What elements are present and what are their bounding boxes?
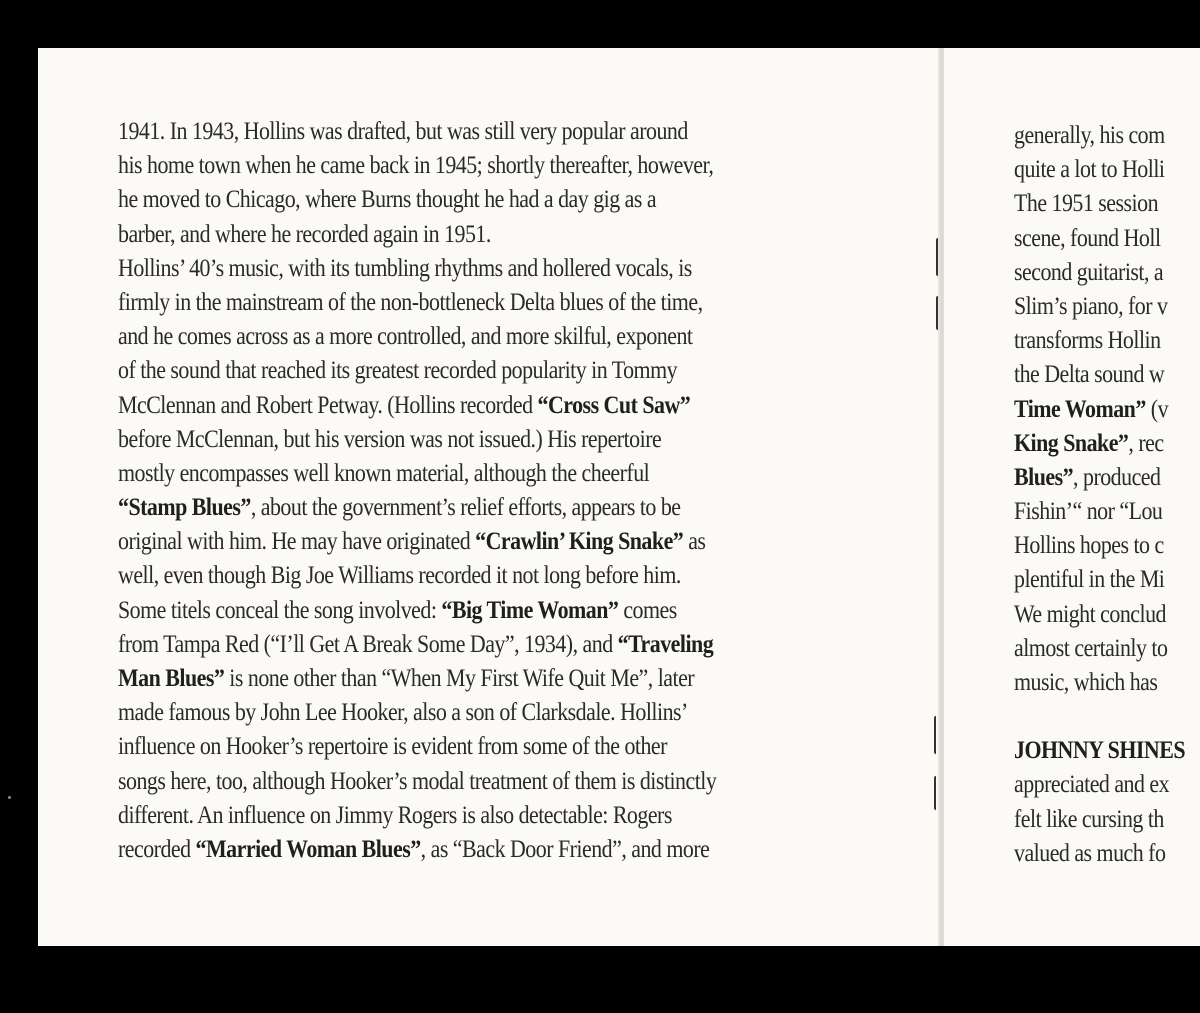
text-run: Some titels conceal the song involved: (118, 594, 442, 624)
text-line (1014, 118, 1185, 152)
text-line (118, 558, 716, 592)
text-line (1014, 836, 1185, 870)
text-run: original with him. He may have originated (118, 526, 476, 556)
right-page (944, 48, 1200, 946)
text-line (118, 182, 716, 216)
text-line (1014, 152, 1185, 186)
text-run: made famous by John Lee Hooker, also a son of Clarksdale. Hollins’ (118, 697, 688, 727)
text-line (118, 353, 716, 387)
text-run: McClennan and Robert Petway. (Hollins recorded (118, 389, 538, 419)
song-title: Blues” (1014, 461, 1074, 491)
text-run: he moved to Chicago, where Burns thought he had a day gig as a (118, 184, 657, 214)
song-title: “Stamp Blues” (118, 492, 251, 522)
text-line (118, 388, 716, 422)
text-run: valued as much fo (1014, 837, 1166, 867)
text-line (1014, 631, 1185, 665)
dust-speck (8, 796, 11, 799)
text-line (1014, 357, 1185, 391)
text-run: We might conclud (1014, 598, 1166, 628)
text-run: (v (1145, 393, 1169, 423)
text-run: Slim’s piano, for v (1014, 290, 1168, 320)
text-line (1014, 392, 1185, 426)
text-run: recorded (118, 833, 196, 863)
song-title: Man Blues” (118, 663, 225, 692)
text-line (1014, 562, 1185, 596)
song-title: “Cross Cut Saw” (537, 389, 691, 419)
text-run: music, which has (1014, 667, 1158, 696)
text-line (118, 148, 716, 182)
paragraph-gap (1014, 699, 1185, 733)
text-run: second guitarist, a (1014, 256, 1164, 286)
text-run: firmly in the mainstream of the non-bottleneck Delta blues of the time, (118, 286, 703, 316)
staple-mark (936, 238, 942, 276)
text-run: from Tampa Red (“I’ll Get A Break Some Day”, 1934), and (118, 628, 618, 658)
text-run: mostly encompasses well known material, although the cheerful (118, 457, 650, 487)
text-line (1014, 597, 1185, 631)
text-line (1014, 255, 1185, 289)
song-title: “Big Time Woman” (441, 594, 619, 624)
text-run: of the sound that reached its greatest recorded popularity in Tommy (118, 355, 678, 385)
left-page (38, 48, 940, 946)
text-run: influence on Hooker’s repertoire is evident from some of the other (118, 731, 667, 761)
text-run: as (683, 526, 706, 556)
text-run: Hollins’ 40’s music, with its tumbling rhythms and hollered vocals, is (118, 252, 692, 282)
text-line (118, 627, 716, 661)
text-line (118, 490, 716, 524)
text-run: plentiful in the Mi (1014, 564, 1165, 594)
text-line (118, 422, 716, 456)
text-run: the Delta sound w (1014, 359, 1165, 389)
text-run: transforms Hollin (1014, 325, 1161, 355)
text-run: Fishin’“ nor “Lou (1014, 496, 1163, 526)
text-line (1014, 802, 1185, 836)
text-run: his home town when he came back in 1945; shortly thereafter, however, (118, 150, 714, 180)
text-line (118, 114, 716, 148)
staple-mark (934, 776, 940, 810)
song-title: Time Woman” (1014, 393, 1146, 423)
text-line (118, 524, 716, 558)
text-line (1014, 733, 1185, 767)
staple-mark (934, 716, 940, 754)
text-run: barber, and where he recorded again in 1951. (118, 218, 491, 248)
song-title: “Married Woman Blues” (195, 833, 421, 863)
right-page-text (1014, 118, 1185, 870)
text-run: , rec (1128, 427, 1164, 457)
text-line (1014, 289, 1185, 323)
text-run: and he comes across as a more controlled, and more skilful, exponent (118, 321, 693, 351)
staple-mark (936, 296, 942, 330)
text-line (118, 285, 716, 319)
text-run: felt like cursing th (1014, 803, 1164, 833)
text-line (118, 695, 716, 729)
text-line (1014, 528, 1185, 562)
text-line (118, 832, 716, 866)
text-run: , produced (1073, 461, 1161, 491)
text-line (118, 319, 716, 353)
text-line (118, 456, 716, 490)
text-run: quite a lot to Holli (1014, 154, 1165, 184)
text-line (118, 798, 716, 832)
text-run: before McClennan, but his version was not issued.) His repertoire (118, 423, 662, 453)
text-line (118, 729, 716, 763)
text-run: comes (618, 594, 677, 624)
text-run: songs here, too, although Hooker’s modal treatment of them is distinctly (118, 765, 717, 795)
text-run: Hollins hopes to c (1014, 530, 1164, 560)
text-line (118, 593, 716, 627)
text-run: is none other than “When My First Wife Quit Me”, later (224, 663, 695, 692)
text-run: , as “Back Door Friend”, and more (420, 833, 710, 863)
song-title: “Crawlin’ King Snake” (475, 526, 684, 556)
text-line (1014, 426, 1185, 460)
text-line (1014, 460, 1185, 494)
text-run: appreciated and ex (1014, 769, 1170, 799)
text-line (118, 764, 716, 798)
text-run: different. An influence on Jimmy Rogers is also detectable: Rogers (118, 799, 672, 829)
text-line (118, 217, 716, 251)
text-run: almost certainly to (1014, 632, 1168, 662)
song-title: JOHNNY SHINES (1014, 735, 1186, 765)
text-line (1014, 221, 1185, 255)
text-run: , about the government’s relief efforts, appears to be (250, 492, 681, 522)
text-line (1014, 767, 1185, 801)
text-run: scene, found Holl (1014, 222, 1161, 252)
text-line (1014, 323, 1185, 357)
song-title: “Traveling (617, 628, 714, 658)
text-line (118, 661, 716, 695)
text-run: well, even though Big Joe Williams recorded it not long before him. (118, 560, 681, 590)
text-run: 1941. In 1943, Hollins was drafted, but was still very popular around (118, 116, 688, 145)
text-run: generally, his com (1014, 120, 1165, 149)
text-line (118, 251, 716, 285)
text-line (1014, 665, 1185, 699)
text-line (1014, 186, 1185, 220)
text-run: The 1951 session (1014, 188, 1159, 218)
text-line (1014, 494, 1185, 528)
song-title: King Snake” (1014, 427, 1129, 457)
left-page-text (118, 114, 716, 866)
